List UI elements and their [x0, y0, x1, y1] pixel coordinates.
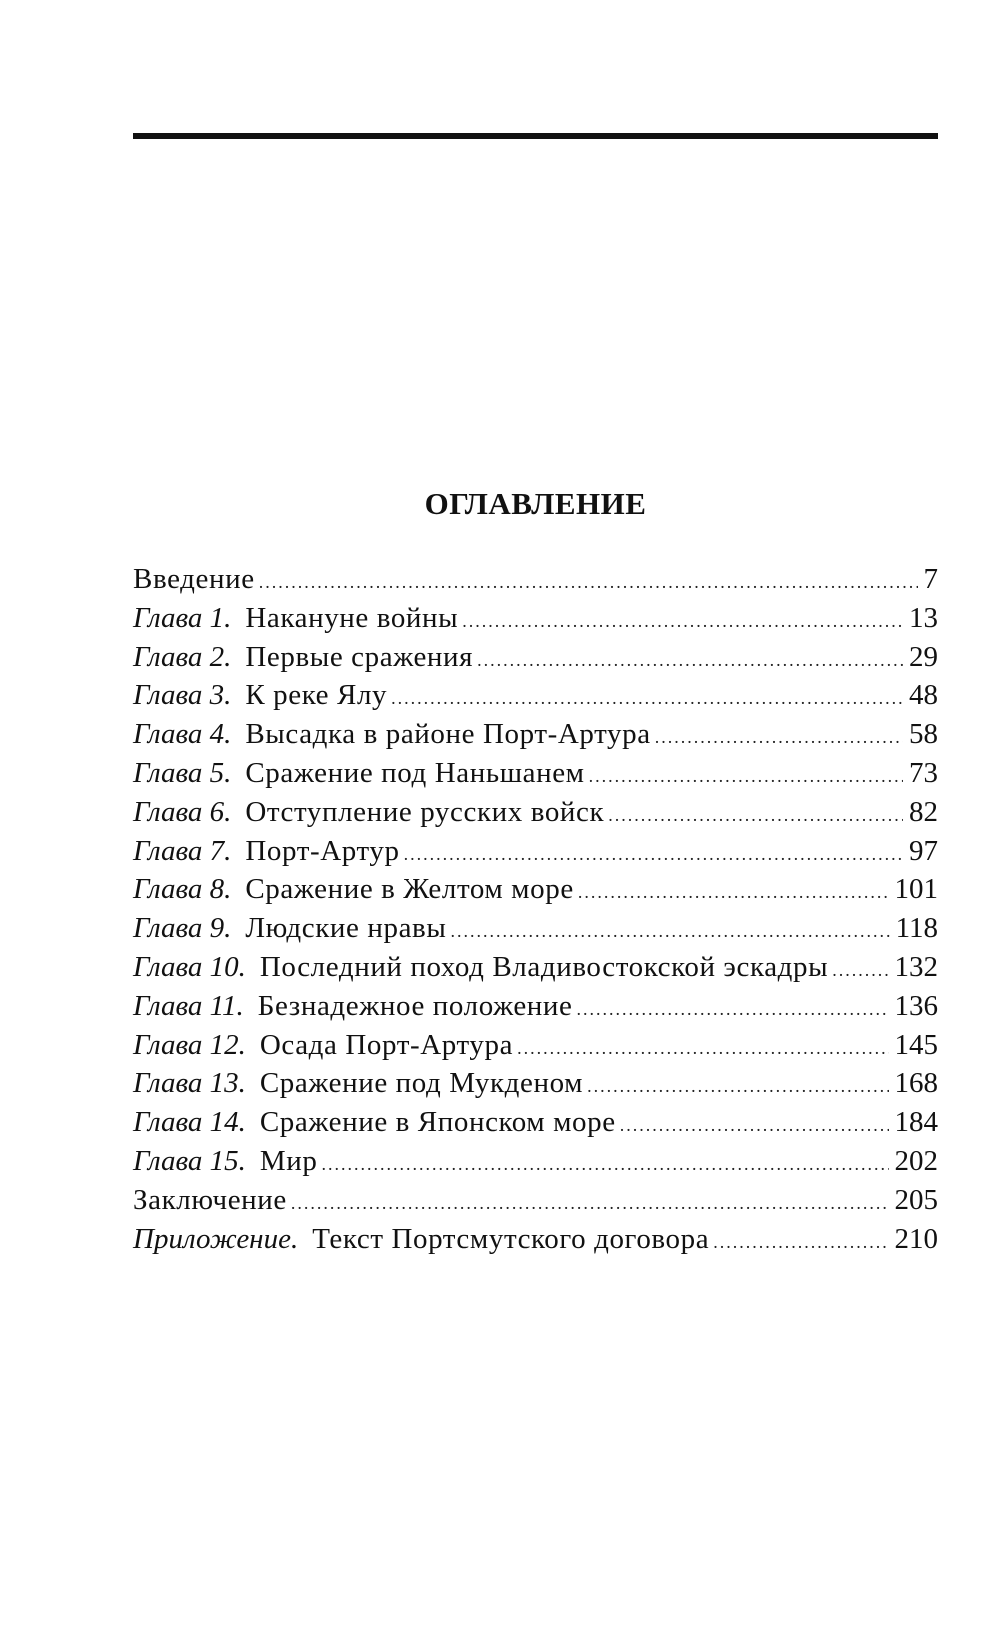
toc-entry-page: 48 — [909, 679, 938, 712]
toc-entry-label — [133, 948, 828, 987]
toc-entry-title: Первые сражения — [245, 640, 474, 673]
toc-entry-page: 205 — [894, 1183, 938, 1216]
toc-entry — [133, 1142, 938, 1181]
toc-entry — [133, 754, 938, 793]
toc-entry-prefix: Глава 7. — [133, 834, 232, 867]
toc-entry — [133, 599, 938, 638]
toc-entry — [133, 832, 938, 871]
toc-entry-title: Высадка в районе Порт-Артура — [245, 718, 651, 751]
toc-entry-label — [133, 832, 400, 871]
toc-entry-label — [133, 754, 585, 793]
toc-entry — [133, 676, 938, 715]
toc-entry — [133, 793, 938, 832]
dot-leader — [578, 873, 889, 912]
toc-entry-page: 101 — [894, 873, 938, 906]
toc-entry-prefix: Глава 3. — [133, 679, 232, 712]
toc-entry — [133, 1181, 938, 1220]
toc-entry-page: 82 — [909, 795, 938, 828]
dot-leader — [713, 1223, 888, 1262]
toc-entry-prefix: Глава 13. — [133, 1067, 246, 1100]
toc-entry-label — [133, 1064, 583, 1103]
toc-entry-prefix: Глава 2. — [133, 640, 232, 673]
table-of-contents — [133, 560, 938, 1258]
toc-entry-title: Текст Портсмутского договора — [312, 1222, 710, 1255]
dot-leader — [477, 641, 903, 680]
toc-entry-page: 118 — [895, 912, 938, 945]
toc-entry-prefix: Глава 4. — [133, 718, 232, 751]
toc-entry-page: 184 — [894, 1106, 938, 1139]
toc-entry-title: Отступление русских войск — [245, 795, 605, 828]
dot-leader — [608, 796, 903, 835]
toc-entry-prefix: Глава 10. — [133, 950, 246, 983]
toc-entry-title: Осада Порт-Артура — [259, 1028, 514, 1061]
toc-entry-title: Безнадежное положение — [257, 989, 573, 1022]
toc-entry-title: К реке Ялу — [245, 679, 388, 712]
toc-entry-label — [133, 599, 458, 638]
toc-entry-page: 58 — [909, 718, 938, 751]
toc-entry-page: 136 — [894, 989, 938, 1022]
toc-entry-title: Введение — [133, 563, 255, 595]
toc-entry — [133, 1026, 938, 1065]
toc-entry-page: 168 — [894, 1067, 938, 1100]
toc-entry — [133, 638, 938, 677]
toc-entry — [133, 948, 938, 987]
toc-entry — [133, 715, 938, 754]
toc-entry — [133, 909, 938, 948]
toc-entry-label — [133, 676, 387, 715]
dot-leader — [321, 1145, 888, 1184]
toc-entry — [133, 1220, 938, 1259]
toc-entry-label — [133, 793, 604, 832]
toc-entry-label — [133, 1026, 513, 1065]
page-title: ОГЛАВЛЕНИЕ — [424, 486, 647, 521]
toc-entry-label — [133, 1220, 709, 1259]
toc-entry-label — [133, 909, 446, 948]
toc-entry-title: Заключение — [133, 1183, 287, 1216]
toc-entry-label — [133, 870, 574, 909]
toc-entry-page: 7 — [923, 563, 938, 595]
toc-entry-prefix: Глава 6. — [133, 795, 232, 828]
dot-leader — [462, 602, 903, 641]
toc-entry-prefix: Глава 14. — [133, 1106, 246, 1139]
toc-entry-prefix: Приложение. — [133, 1222, 299, 1255]
toc-entry-page: 29 — [909, 640, 938, 673]
toc-entry-page: 132 — [894, 950, 938, 983]
toc-entry — [133, 870, 938, 909]
toc-entry-page: 73 — [909, 756, 938, 789]
toc-entry-prefix: Глава 1. — [133, 601, 232, 634]
toc-entry-page: 210 — [894, 1222, 938, 1255]
toc-entry-prefix: Глава 12. — [133, 1028, 246, 1061]
toc-entry — [133, 987, 938, 1026]
toc-entry-title: Последний поход Владивостокской эскадры — [259, 950, 829, 983]
toc-entry-label — [133, 715, 651, 754]
toc-entry-prefix: Глава 8. — [133, 873, 232, 906]
toc-entry-page: 97 — [909, 834, 938, 867]
toc-entry-label — [133, 987, 573, 1026]
dot-leader — [589, 757, 903, 796]
dot-leader — [391, 679, 903, 718]
dot-leader — [450, 912, 889, 951]
toc-entry-page: 202 — [894, 1144, 938, 1177]
toc-entry-label — [133, 638, 473, 677]
dot-leader — [259, 563, 918, 602]
dot-leader — [620, 1106, 889, 1145]
toc-entry-label — [133, 560, 255, 599]
toc-entry-prefix: Глава 11. — [133, 989, 244, 1022]
dot-leader — [587, 1067, 888, 1106]
toc-entry-title: Мир — [259, 1144, 318, 1177]
toc-entry-title: Людские нравы — [245, 912, 447, 945]
toc-entry-label — [133, 1142, 317, 1181]
toc-entry-page: 13 — [909, 601, 938, 634]
dot-leader — [577, 990, 889, 1029]
toc-entry-title: Сражение под Наньшанем — [245, 756, 585, 789]
dot-leader — [291, 1184, 889, 1223]
toc-entry-prefix: Глава 9. — [133, 912, 232, 945]
top-rule — [133, 133, 938, 139]
toc-entry-title: Сражение в Желтом море — [245, 873, 574, 906]
dot-leader — [517, 1029, 888, 1068]
toc-entry — [133, 1064, 938, 1103]
toc-entry-title: Сражение под Мукденом — [259, 1067, 584, 1100]
toc-entry — [133, 1103, 938, 1142]
dot-leader — [655, 718, 903, 757]
toc-entry-label — [133, 1103, 616, 1142]
toc-entry-label — [133, 1181, 287, 1220]
dot-leader — [404, 835, 903, 874]
dot-leader — [832, 951, 888, 990]
toc-entry-title: Сражение в Японском море — [259, 1106, 616, 1139]
toc-entry-prefix: Глава 15. — [133, 1144, 246, 1177]
toc-entry-page: 145 — [894, 1028, 938, 1061]
toc-entry-title: Накануне войны — [245, 601, 459, 634]
toc-entry — [133, 560, 938, 599]
toc-entry-prefix: Глава 5. — [133, 756, 232, 789]
toc-entry-title: Порт-Артур — [245, 834, 400, 867]
